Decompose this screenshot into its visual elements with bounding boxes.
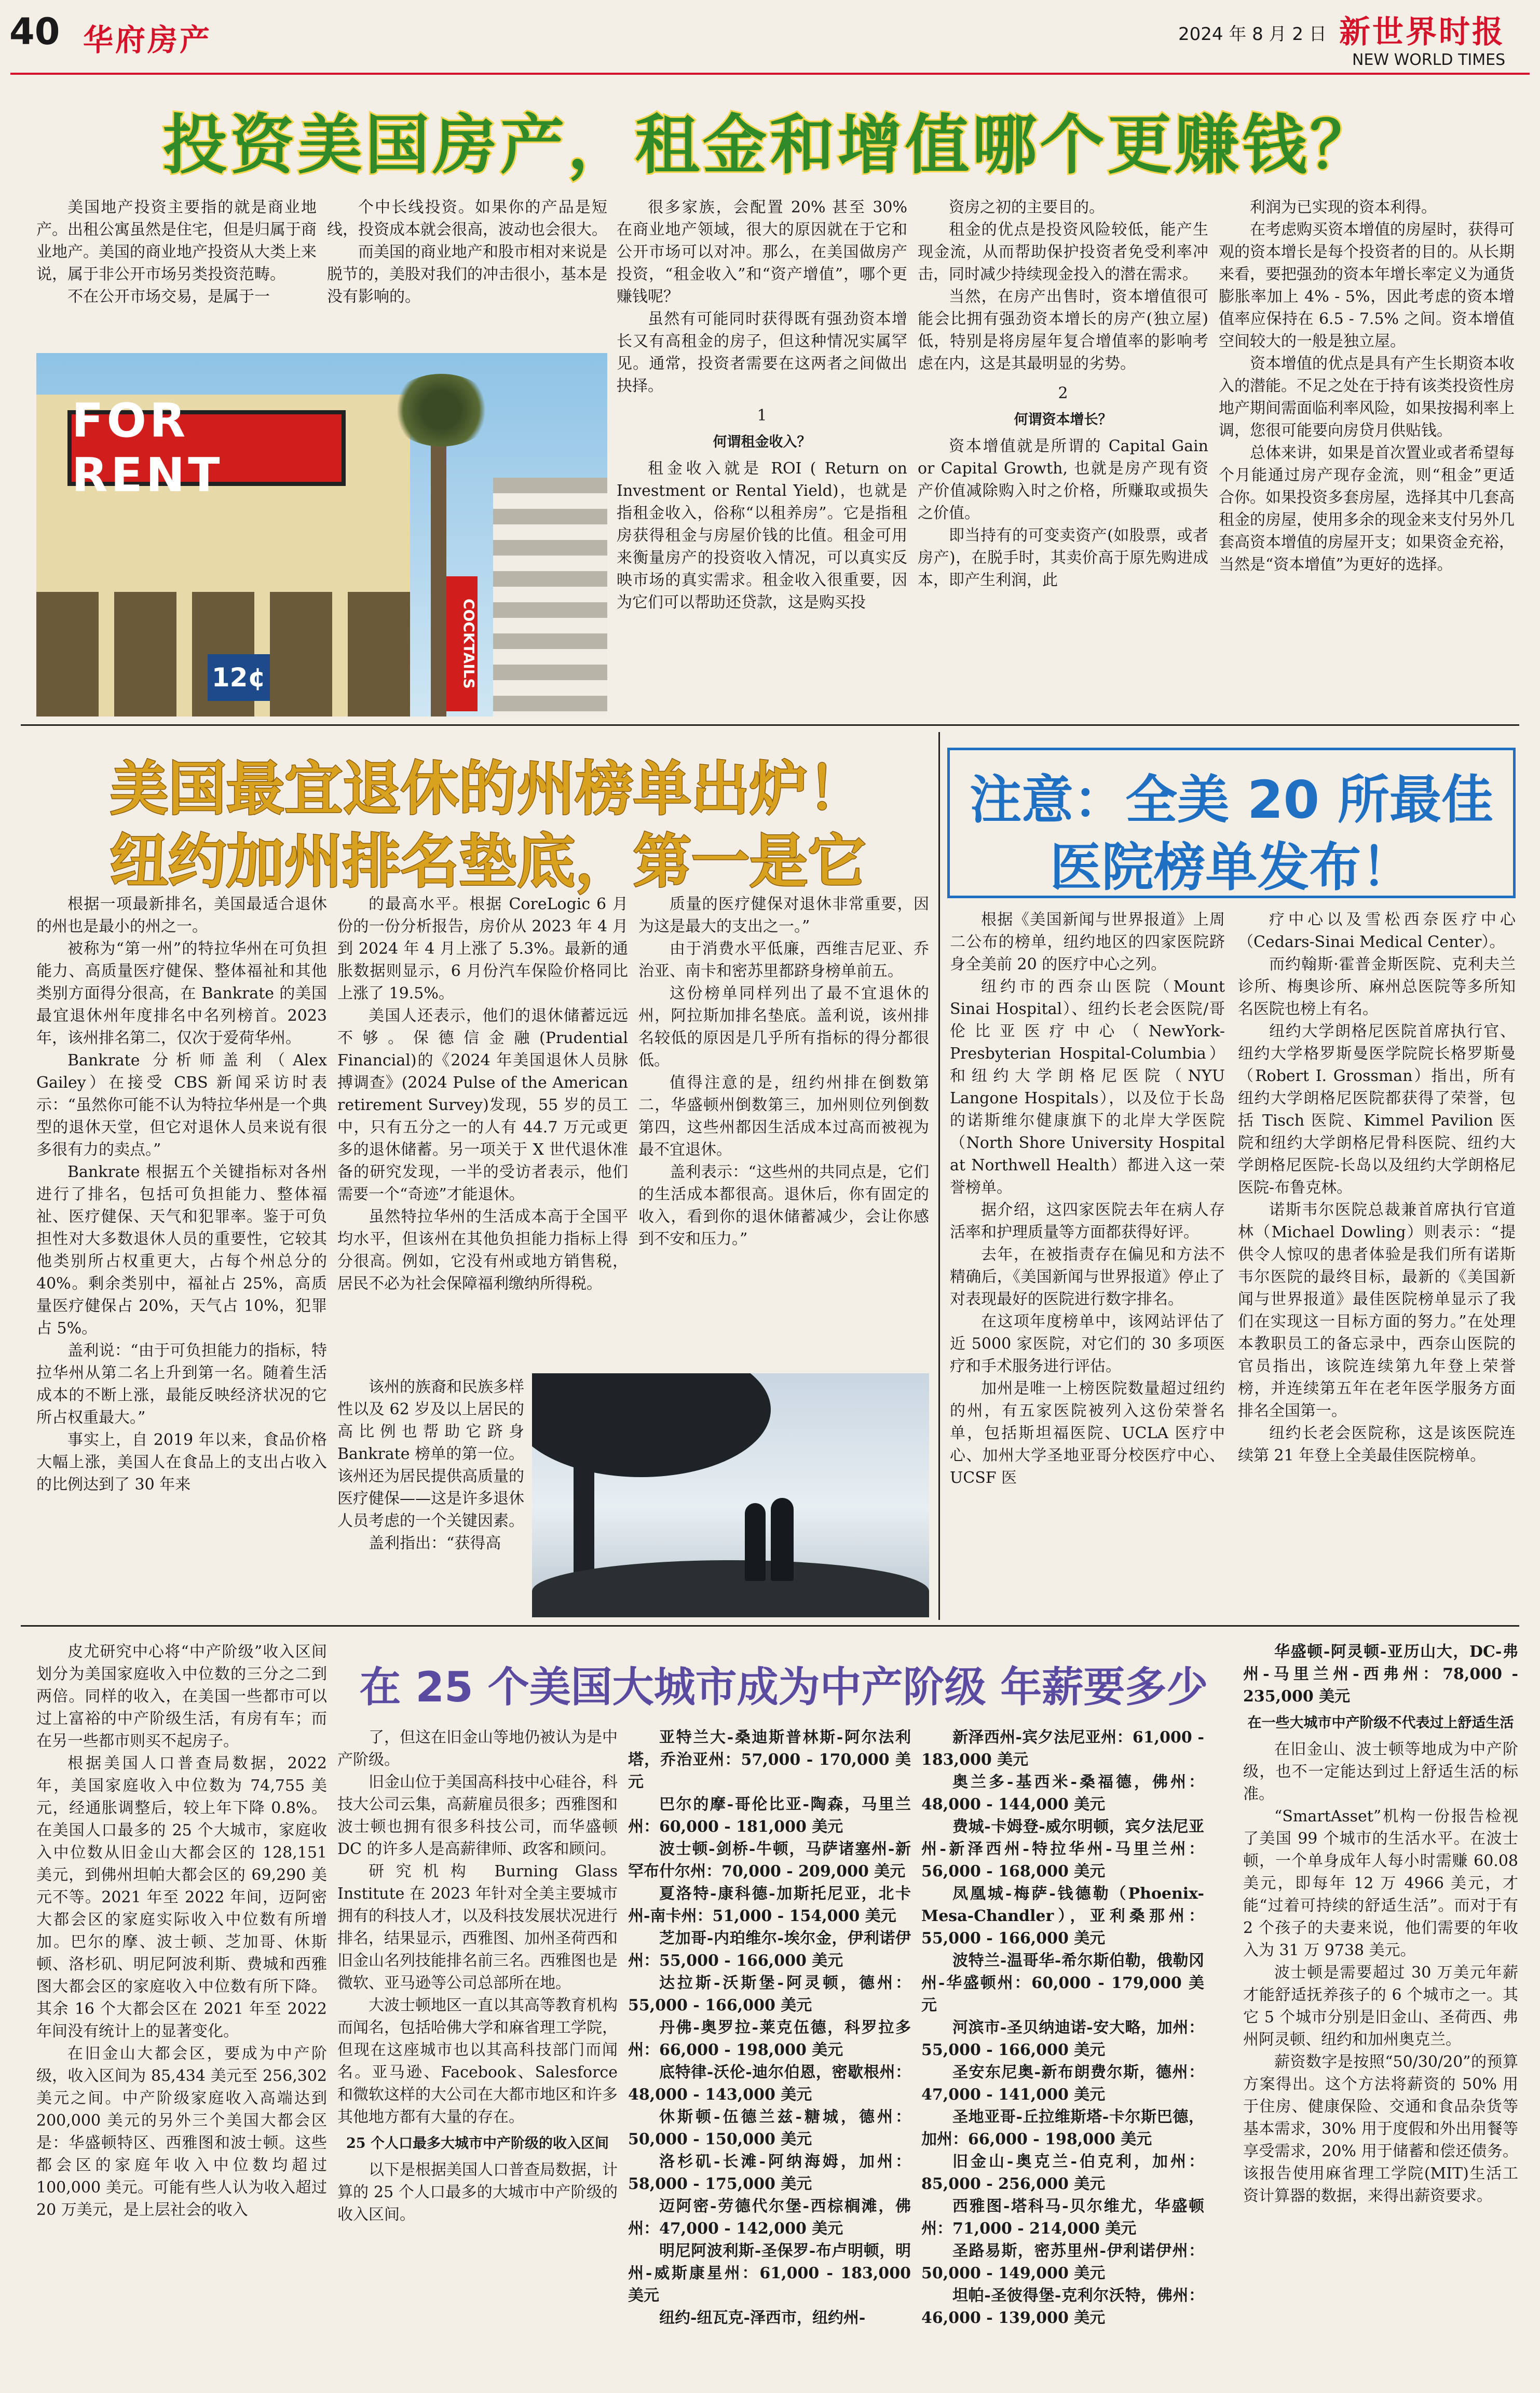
list-item: 丹佛-奥罗拉-莱克伍德，科罗拉多州：66,000 - 198,000 美元: [628, 2019, 911, 2059]
paragraph: Bankrate 根据五个关键指标对各州进行了排名，包括可负担能力、整体福祉、医疗健保、天气和犯罪率。鉴于可负担性对大多数退休人员的重要性，它较其他类别所占权重更大，占每个州总分的 40%。剩余类别中，福祉占 25%，高质量医疗健保占 20%，天气占 10%，犯罪占 5%。: [36, 1163, 327, 1337]
retirement-couple-photo: [532, 1373, 929, 1617]
list-item: 明尼阿波利斯-圣保罗-布卢明顿，明州-威斯康星州：61,000 - 183,000 美元: [628, 2242, 911, 2305]
article2-col2: [337, 893, 628, 1371]
paragraph: 研究机构 Burning Glass Institute 在 2023 年针对全美主要城市拥有的科技人才，以及科技发展状况进行排名，结果显示，西雅图、加州圣荷西和旧金山名列技能排名前三名。西雅图也是微软、亚马逊等公司总部所在地。: [337, 1862, 618, 1992]
paragraph: 值得注意的是，纽约州排在倒数第二，华盛顿州倒数第三，加州则位列倒数第四，这些州都因生活成本过高而被视为最不宜退休。: [638, 1074, 929, 1159]
masthead-cn: 新世界时报: [1339, 14, 1505, 50]
paragraph: 资本增值的优点是具有产生长期资本收入的潜能。不足之处在于持有该类投资性房地产期间需面临利率风险，如果按揭利率上调，您很可能要向房贷月供贴钱。: [1219, 355, 1515, 440]
article2-col3: [638, 893, 929, 1371]
article1-col3: [617, 196, 907, 715]
page-number: 40: [9, 10, 60, 53]
tree-canopy: [532, 1373, 771, 1477]
paragraph: 据介绍，这四家医院去年在病人存活率和护理质量等方面都获得好评。: [950, 1201, 1225, 1241]
modern-building: [493, 478, 607, 716]
paragraph: Bankrate 分析师盖利（Alex Gailey）在接受 CBS 新闻采访时表示：“虽然你可能不认为特拉华州是一个典型的退休天堂，但它对退休人员来说有很多很有力的卖点。”: [36, 1051, 327, 1159]
paragraph: 以下是根据美国人口普查局数据，计算的 25 个人口最多的大城市中产阶级的收入区间。: [337, 2161, 618, 2224]
paragraph: 虽然有可能同时获得既有强劲资本增长又有高租金的房子，但这种情况实属罕见。通常，投资者需要在这两者之间做出抉择。: [617, 310, 907, 395]
list-item: 休斯顿-伍德兰兹-糖城，德州：50,000 - 150,000 美元: [628, 2108, 911, 2148]
list-item: 新泽西州-宾夕法尼亚州：61,000 - 183,000 美元: [921, 1728, 1204, 1769]
list-item: 底特律-沃伦-迪尔伯恩，密歇根州：48,000 - 143,000 美元: [628, 2063, 911, 2104]
list-item: 波士顿-剑桥-牛顿，马萨诸塞州-新罕布什尔州：70,000 - 209,000 美元: [628, 1840, 911, 1881]
paragraph: 盖利指出：“获得高: [369, 1534, 501, 1552]
article4-headline: 在 25 个美国大城市成为中产阶级 年薪要多少: [359, 1663, 1208, 1711]
list-item: 夏洛特-康科德-加斯托尼亚，北卡州-南卡州：51,000 - 154,000 美元: [628, 1885, 911, 1925]
paragraph: 美国人还表示，他们的退休储蓄远远不够。保德信金融(Prudential Financial)的《2024 年美国退休人员脉搏调查》(2024 Pulse of the American retirement Survey)发现，55 岁的员工中，只有五分之一的人有 44.7 万元或更多的退休储蓄。另一项关于 X 世代退休准备的研究发现，一半的受访者表示，他们需要一个“奇迹”才能退休。: [337, 1007, 628, 1204]
person-left: [745, 1503, 766, 1581]
paragraph: 薪资数字是按照“50/30/20”的预算方案得出。这个方法将薪资的 50% 用于住房、健康保险、交通和食品杂货等基本需求，30% 用于度假和外出用餐等享受需求，20% 用于储蓄和偿还债务。该报告使用麻省理工学院(MIT)生活工资计算器的数据，来得出薪资要求。: [1243, 2053, 1518, 2205]
list-item: 芝加哥-内珀维尔-埃尔金，伊利诺伊州：55,000 - 166,000 美元: [628, 1929, 911, 1970]
paragraph: 由于消费水平低廉，西维吉尼亚、乔治亚、南卡和密苏里都跻身榜单前五。: [638, 940, 929, 980]
section-divider: [21, 724, 1519, 726]
article1-col5: [1219, 196, 1515, 715]
paragraph: 虽然特拉华州的生活成本高于全国平均水平，但该州在其他负担能力指标上得分很高。例如，它没有州或地方销售税，居民不必为社会保障福利缴纳所得税。: [337, 1208, 628, 1293]
paragraph: 疗中心以及雪松西奈医疗中心（Cedars-Sinai Medical Center）。: [1238, 911, 1516, 951]
article2-headline-line2: 纽约加州排名垫底，第一是它: [110, 828, 866, 896]
article4-col2: [337, 1726, 618, 2383]
paragraph: 资本增值就是所谓的 Capital Gain or Capital Growth, 也就是房产现有资产价值减除购入时之价格，所赚取或损失之价值。: [918, 437, 1208, 522]
masthead-en: NEW WORLD TIMES: [1352, 51, 1506, 69]
paragraph: 很多家族，会配置 20% 甚至 30% 在商业地产领域，很大的原因就在于它和公开市场可以对冲。那么，在美国做房产投资，“租金收入”和“资产增值”，哪个更赚钱呢？: [617, 198, 907, 306]
article3-col2: [1238, 909, 1516, 1615]
paragraph: 租金的优点是投资风险较低，能产生现金流，从而帮助保护投资者免受利率冲击，同时减少持续现金投入的潜在需求。: [918, 221, 1208, 283]
paragraph: 加州是唯一上榜医院数量超过纽约的州，有五家医院被列入这份荣誉名单，包括斯坦福医院、UCLA 医疗中心、加州大学圣地亚哥分校医疗中心、UCSF 医: [950, 1380, 1225, 1487]
list-item: 河滨市-圣贝纳迪诺-安大略，加州：55,000 - 166,000 美元: [921, 2019, 1204, 2059]
for-rent-sign: [67, 394, 346, 503]
column-divider: [938, 732, 940, 1620]
list-item: 达拉斯-沃斯堡-阿灵顿，德州：55,000 - 166,000 美元: [628, 1974, 911, 2015]
paragraph: 资房之初的主要目的。: [949, 198, 1105, 217]
paragraph: 即当持有的可变卖资产(如股票，或者房产)，在脱手时，其卖价高于原先购进成本，即产生利润，此: [918, 526, 1208, 589]
paragraph: 了，但这在旧金山等地仍被认为是中产阶级。: [337, 1728, 618, 1769]
paragraph: 诺斯韦尔医院总裁兼首席执行官道林（Michael Dowling）则表示：“提供令人惊叹的患者体验是我们所有诺斯韦尔医院的最终目标，最新的《美国新闻与世界报道》最佳医院榜单显示了我们在实现这一目标方面的努力。”在处理本教职员工的备忘录中，西奈山医院的官员指出，该院连续第九年登上荣誉榜，并连续第五年在老年医学服务方面排名全国第一。: [1238, 1201, 1516, 1420]
subhead-number: 2: [1058, 384, 1068, 402]
article3-col1: [950, 909, 1225, 1615]
subhead: 25 个人口最多大城市中产阶级的收入区间: [346, 2135, 609, 2152]
paragraph: 纽约大学朗格尼医院首席执行官、纽约大学格罗斯曼医学院院长格罗斯曼（Robert I. Grossman）指出，所有纽约大学朗格尼医院都获得了荣誉，包括 Tisch 医院、Kimmel Pavilion 医院和纽约大学朗格尼骨科医院、纽约大学朗格尼医院-长岛以及纽约大学朗格尼医院-布鲁克林。: [1238, 1022, 1516, 1197]
paragraph: 个中长线投资。如果你的产品是短线，投资成本就会很高，波动也会很大。: [327, 198, 607, 239]
paragraph: 该州的族裔和民族多样性以及 62 岁及以上居民的高比例也帮助它跻身 Bankrate 榜单的第一位。该州还为居民提供高质量的医疗健保——这是许多退休人员考虑的一个关键因素。: [337, 1378, 524, 1530]
paragraph: 大波士顿地区一直以其高等教育机构而闻名，包括哈佛大学和麻省理工学院，但现在这座城市也以其高科技部门而闻名。亚马逊、Facebook、Salesforce 和微软这样的大公司在大都市地区和许多其他地方都有大量的存在。: [337, 1996, 618, 2126]
paragraph: 而约翰斯·霍普金斯医院、克利夫兰诊所、梅奥诊所、麻州总医院等多所知名医院也榜上有名。: [1238, 955, 1516, 1018]
paragraph: 盖利表示：“这些州的共同点是，它们的生活成本都很高。退休后，你有固定的收入，看到你的退休储蓄减少，会让你感到不安和压力。”: [638, 1163, 929, 1248]
paragraph: 盖利说：“由于可负担能力的指标，特拉华州从第二名上升到第一名。随着生活成本的不断上涨，最能反映经济状况的它所占权重最大。”: [36, 1342, 327, 1427]
paragraph: 不在公开市场交易，是属于一: [67, 288, 270, 306]
paragraph: 去年，在被指责存在偏见和方法不精确后，《美国新闻与世界报道》停止了对表现最好的医院进行数字排名。: [950, 1246, 1225, 1308]
paragraph: 被称为“第一州”的特拉华州在可负担能力、高质量医疗健保、整体福祉和其他类别方面得分很高，在 Bankrate 的美国最宜退休州年度排名中名列榜首。2023 年，该州排名第二，仅次于爱荷华州。: [36, 940, 327, 1047]
subhead: 何谓资本增长？: [1014, 412, 1112, 428]
list-item: 亚特兰大-桑迪斯普林斯-阿尔法利塔，乔治亚州：57,000 - 170,000 美元: [628, 1728, 911, 1791]
header-divider: [10, 73, 1530, 75]
paragraph: 根据一项最新排名，美国最适合退休的州也是最小的州之一。: [36, 895, 327, 936]
article2-col2-lower: [337, 1376, 524, 1615]
paragraph: 在旧金山大都会区，要成为中产阶级，收入区间为 85,434 美元至 256,302 美元之间。中产阶级家庭收入高端达到 200,000 美元的另外三个美国大都会区是：华盛顿特区、西雅图和波士顿。这些都会区的家庭年收入中位数均超过 100,000 美元。可能有些人认为收入超过 20 万美元，是上层社会的收入: [36, 2045, 327, 2219]
price-sign: 12¢: [208, 654, 270, 701]
article4-col5: [1243, 1641, 1518, 2383]
paragraph: 纽约市的西奈山医院（Mount Sinai Hospital）、纽约长老会医院/哥伦比亚医疗中心（NewYork-Presbyterian Hospital-Columbia）和纽约大学朗格尼医院（NYU Langone Hospitals），以及位于长岛的诺斯维尔健康旗下的北岸大学医院（North Shore University Hospital at Northwell Health）都进入这一荣誉榜单。: [950, 978, 1225, 1197]
paragraph: 纽约长老会医院称，这是该医院连续第 21 年登上全美最佳医院榜单。: [1238, 1424, 1516, 1465]
paragraph: 在这项年度榜单中，该网站评估了近 5000 家医院，对它们的 30 多项医疗和手术服务进行评估。: [950, 1313, 1225, 1375]
list-item: 波特兰-温哥华-希尔斯伯勒，俄勒冈州-华盛顿州：60,000 - 179,000 美元: [921, 1952, 1204, 2015]
list-item: 圣地亚哥-丘拉维斯塔-卡尔斯巴德，加州：66,000 - 198,000 美元: [921, 2108, 1204, 2148]
article2-headline-line1: 美国最宜退休的州榜单出炉！: [110, 755, 866, 823]
list-item: 迈阿密-劳德代尔堡-西棕榈滩，佛州：47,000 - 142,000 美元: [628, 2197, 911, 2238]
paragraph: 在旧金山、波士顿等地成为中产阶级，也不一定能达到过上舒适生活的标准。: [1243, 1740, 1518, 1803]
cocktails-sign: COCKTAILS: [446, 576, 478, 711]
hillside: [532, 1560, 929, 1617]
list-item: 奥兰多-基西米-桑福德，佛州：48,000 - 144,000 美元: [921, 1773, 1204, 1814]
article3-headline-line1: 注意：全美 20 所最佳: [970, 769, 1493, 830]
for-rent-photo: [36, 353, 607, 716]
list-item: 西雅图-塔科马-贝尔维尤，华盛顿州：71,000 - 214,000 美元: [921, 2197, 1204, 2238]
for-rent-sign-text: FOR RENT: [72, 394, 223, 503]
list-item: 洛杉矶-长滩-阿纳海姆，加州：58,000 - 175,000 美元: [628, 2153, 911, 2193]
list-item: 凤凰城-梅萨-钱德勒（Phoenix-Mesa-Chandler），亚利桑那州：55,000 - 166,000 美元: [921, 1885, 1204, 1948]
paragraph: 而美国的商业地产和股市相对来说是脱节的，美股对我们的冲击很小，基本是没有影响的。: [327, 243, 607, 306]
list-item: 坦帕-圣彼得堡-克利尔沃特，佛州：46,000 - 139,000 美元: [921, 2287, 1204, 2327]
subhead: 何谓租金收入？: [713, 434, 811, 450]
list-item: 费城-卡姆登-威尔明顿，宾夕法尼亚州-新泽西州-特拉华州-马里兰州：56,000 - 168,000 美元: [921, 1818, 1204, 1881]
issue-date: 2024 年 8 月 2 日: [1178, 24, 1327, 45]
article4-col3: [628, 1726, 911, 2383]
article2-col1: [36, 893, 327, 1615]
paragraph: 根据《美国新闻与世界报道》上周二公布的榜单，纽约地区的四家医院跻身全美前 20 的医疗中心之列。: [950, 911, 1225, 974]
paragraph: 根据美国人口普查局数据，2022 年，美国家庭收入中位数为 74,755 美元，经通胀调整后，较上年下降 0.8%。在美国人口最多的 25 个大城市，家庭收入中位数从旧金山大都会区的 128,151 美元，到佛州坦帕大都会区的 69,290 美元不等。2021 年至 2022 年间，迈阿密大都会区的家庭实际收入中位数有所增加。巴尔的摩、波士顿、芝加哥、休斯顿、洛杉矶、明尼阿波利斯、费城和西雅图大都会区的家庭收入中位数有所下降。其余 16 个大都会区在 2021 年至 2022 年间没有统计上的显著变化。: [36, 1754, 327, 2040]
subhead-number: 1: [757, 407, 767, 425]
list-item: 圣路易斯，密苏里州-伊利诺伊州：50,000 - 149,000 美元: [921, 2242, 1204, 2282]
article3-headline-line2: 医院榜单发布！: [1050, 837, 1413, 898]
list-item: 华盛顿-阿灵顿-亚历山大，DC-弗州-马里兰州-西弗州：78,000 - 235,000 美元: [1243, 1643, 1518, 1706]
paragraph: 事实上，自 2019 年以来，食品价格大幅上涨，美国人在食品上的支出占收入的比例达到了 30 年来: [36, 1431, 327, 1494]
list-item: 旧金山-奥克兰-伯克利，加州：85,000 - 256,000 美元: [921, 2153, 1204, 2193]
paragraph: 美国地产投资主要指的就是商业地产。出租公寓虽然是住宅，但是归属于商业地产。美国的商业地产投资从大类上来说，属于非公开市场另类投资范畴。: [36, 198, 317, 283]
paragraph: 租金收入就是 ROI ( Return on Investment or Rental Yield)，也就是指租金收入，俗称“以租养房”。它是指租房获得租金与房屋价钱的比值。租金可用来衡量房产的投资收入情况，可以真实反映市场的真实需求。租金收入很重要，因为它们可以帮助还贷款，这是购买投: [617, 459, 907, 612]
paragraph: 总体来讲，如果是首次置业或者希望每个月能通过房产现存金流，则“租金”更适合你。如果投资多套房屋，选择其中几套高租金的房屋，使用多余的现金来支付另外几套高资本增值的房屋开支；如果资金充裕，当然是“资本增值”为更好的选择。: [1219, 444, 1515, 574]
paragraph: 质量的医疗健保对退休非常重要，因为这是最大的支出之一。”: [638, 895, 929, 936]
paragraph: 这份榜单同样列出了最不宜退休的州，阿拉斯加排名垫底。盖利说，该州排名较低的原因是几乎所有指标的得分都很低。: [638, 984, 929, 1070]
article1-headline: 投资美国房产，租金和增值哪个更赚钱？: [162, 108, 1378, 183]
person-right: [771, 1498, 794, 1581]
paragraph: 旧金山位于美国高科技中心硅谷，科技大公司云集，高薪雇员很多；西雅图和波士顿也拥有很多科技公司，而华盛顿 DC 的许多人是高薪律师、政客和顾问。: [337, 1773, 618, 1858]
list-item: 圣安东尼奥-新布朗费尔斯，德州：47,000 - 141,000 美元: [921, 2063, 1204, 2104]
paragraph: 皮尤研究中心将“中产阶级”收入区间划分为美国家庭收入中位数的三分之二到两倍。同样的收入，在美国一些都市可以过上富裕的中产阶级生活，有房有车；而在另一些都市则买不起房子。: [36, 1643, 327, 1750]
section-title: 华府房产: [83, 22, 212, 58]
paragraph: 利润为已实现的资本利得。: [1250, 198, 1437, 217]
paragraph: “SmartAsset”机构一份报告检视了美国 99 个城市的生活水平。在波士顿，一个单身成年人每小时需赚 60.08 美元，即每年 12 万 4966 美元，才能“过着可持续的舒适生活”。而对于有 2 个孩子的夫妻来说，他们需要的年收入为 31 万 9738 美元。: [1243, 1807, 1518, 1959]
paragraph: 波士顿是需要超过 30 万美元年薪才能舒适抚养孩子的 6 个城市之一。其它 5 个城市分别是旧金山、圣荷西、弗州阿灵顿、纽约和加州奥克兰。: [1243, 1964, 1518, 2049]
paragraph: 的最高水平。根据 CoreLogic 6 月份的一份分析报告，房价从 2023 年 4 月到 2024 年 4 月上涨了 5.3%。最新的通胀数据则显示，6 月份汽车保险价格同比上涨了 19.5%。: [337, 895, 628, 1003]
article4-col1: [36, 1641, 327, 2383]
list-item: 纽约-纽瓦克-泽西市，纽约州-: [659, 2309, 866, 2327]
article1-col2: [327, 196, 607, 347]
paragraph: 当然，在房产出售时，资本增值很可能会比拥有强劲资本增长的房产(独立屋)低，特别是将房屋年复合增值率的影响考虑在内，这是其最明显的劣势。: [918, 288, 1208, 373]
article1-col1: [36, 196, 317, 347]
article4-col4: [921, 1726, 1204, 2383]
section-divider: [21, 1625, 1519, 1627]
subhead: 在一些大城市中产阶级不代表过上舒适生活: [1247, 1715, 1514, 1731]
list-item: 巴尔的摩-哥伦比亚-陶森，马里兰州：60,000 - 181,000 美元: [628, 1795, 911, 1836]
palm-trunk: [431, 415, 446, 716]
paragraph: 在考虑购买资本增值的房屋时，获得可观的资本增长是每个投资者的目的。从长期来看，要把强劲的资本年增长率定义为通货膨胀率加上 4% - 5%，因此考虑的资本增值率应保持在 6.5 - 7.5% 之间。资本增值空间较大的一般是独立屋。: [1219, 221, 1515, 350]
palm-fronds: [389, 374, 493, 447]
article1-col4: [918, 196, 1208, 715]
